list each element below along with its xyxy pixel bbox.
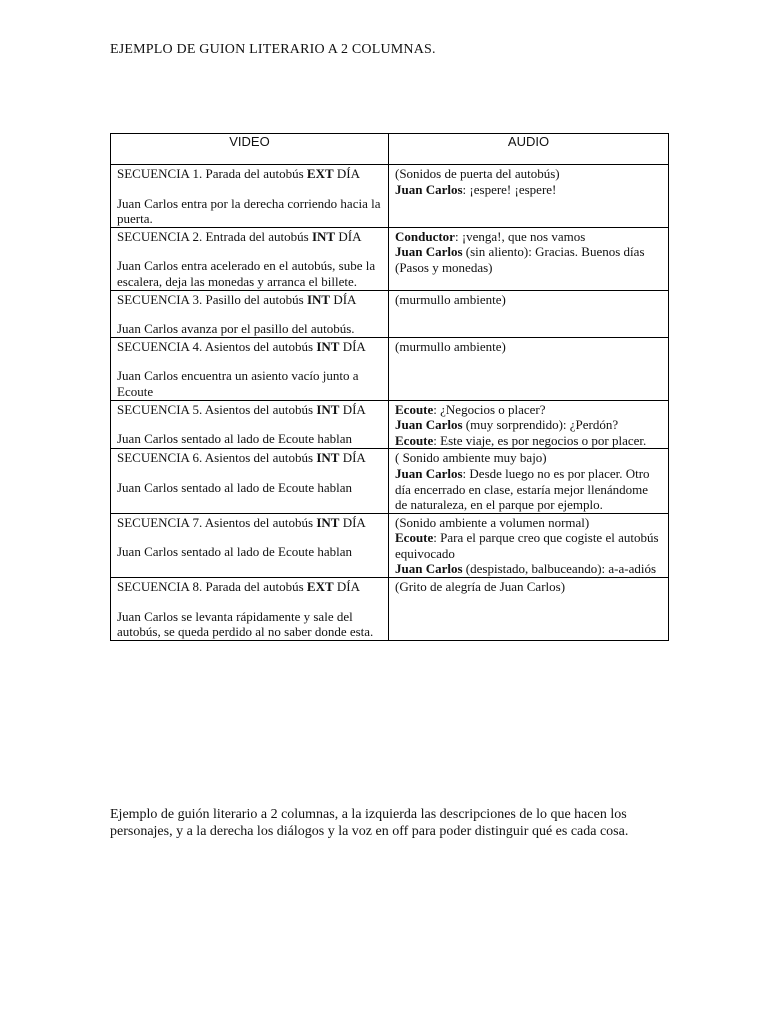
audio-text: : Desde luego no es por placer. Otro día encerrado en clase, estaría mejor llenándome de naturaleza, en el parque por ejemplo. — [395, 465, 650, 513]
audio-text: : Este viaje, es por negocios o por placer. — [433, 432, 647, 448]
audio-text: (despistado, balbuceando): a-a-adiós — [462, 561, 657, 577]
audio-line — [395, 166, 662, 182]
speaker-name: Ecoute — [395, 401, 434, 417]
sequence-prefix: SECUENCIA 4. Asientos del autobús — [117, 338, 317, 354]
sequence-description: Juan Carlos encuentra un asiento vacío junto a Ecoute — [117, 368, 359, 399]
sequence-suffix: DÍA — [335, 228, 362, 244]
audio-cell — [389, 227, 669, 290]
audio-column-header: AUDIO — [389, 134, 669, 165]
audio-line — [395, 530, 662, 561]
sequence-description: Juan Carlos entra acelerado en el autobús, sube la escalera, deja las monedas y arranca el billete. — [117, 258, 376, 289]
audio-line — [395, 339, 662, 355]
audio-text: : ¡venga!, que nos vamos — [454, 228, 586, 244]
table-row — [111, 290, 669, 337]
script-table — [110, 133, 669, 641]
table-row — [111, 578, 669, 641]
sequence-location-type: INT — [311, 228, 336, 244]
video-cell — [111, 337, 389, 400]
speaker-name: Ecoute — [395, 530, 434, 546]
sequence-location-type: EXT — [306, 166, 334, 181]
sequence-suffix: DÍA — [330, 291, 357, 307]
sequence-location-type: INT — [316, 450, 340, 466]
audio-text: (Sonidos de puerta del autobús) — [395, 166, 560, 181]
audio-line — [395, 229, 662, 245]
sequence-description: Juan Carlos entra por la derecha corriendo hacia la puerta. — [117, 195, 381, 227]
table-row — [111, 400, 669, 449]
speaker-name: Juan Carlos — [395, 465, 463, 481]
video-cell — [111, 449, 389, 513]
audio-line — [395, 466, 662, 513]
speaker-name: Conductor — [395, 228, 455, 244]
audio-text: (Sonido ambiente a volumen normal) — [395, 514, 590, 530]
sequence-description: Juan Carlos sentado al lado de Ecoute hablan — [117, 479, 353, 495]
audio-line — [395, 260, 662, 276]
sequence-prefix: SECUENCIA 6. Asientos del autobús — [117, 450, 317, 466]
table-row — [111, 449, 669, 513]
sequence-suffix: DÍA — [333, 166, 361, 181]
sequence-prefix: SECUENCIA 7. Asientos del autobús — [117, 514, 317, 530]
sequence-location-type: EXT — [306, 579, 334, 595]
table-row — [111, 513, 669, 577]
audio-text: (Grito de alegría de Juan Carlos) — [395, 579, 566, 595]
video-cell — [111, 165, 389, 228]
sequence-heading — [117, 229, 382, 245]
sequence-prefix: SECUENCIA 5. Asientos del autobús — [117, 401, 317, 417]
audio-line — [395, 417, 662, 433]
sequence-heading — [117, 166, 382, 182]
audio-text: (murmullo ambiente) — [395, 291, 506, 307]
audio-cell — [389, 449, 669, 513]
audio-text: (muy sorprendido): ¿Perdón? — [462, 417, 619, 433]
sequence-suffix: DÍA — [339, 514, 366, 530]
video-column-header: VIDEO — [111, 134, 389, 165]
audio-cell — [389, 290, 669, 337]
sequence-prefix: SECUENCIA 3. Pasillo del autobús — [117, 291, 307, 307]
sequence-location-type: INT — [316, 514, 340, 530]
sequence-heading — [117, 402, 382, 418]
table-row — [111, 227, 669, 290]
sequence-suffix: DÍA — [339, 450, 366, 466]
document-title: EJEMPLO DE GUION LITERARIO A 2 COLUMNAS. — [110, 42, 436, 57]
audio-text: : Para el parque creo que cogiste el autobús equivocado — [395, 530, 659, 561]
sequence-heading — [117, 515, 382, 531]
audio-cell — [389, 513, 669, 577]
sequence-prefix: SECUENCIA 1. Parada del autobús — [117, 166, 307, 181]
sequence-heading — [117, 292, 382, 308]
speaker-name: Juan Carlos — [395, 417, 463, 433]
audio-text: ( Sonido ambiente muy bajo) — [395, 450, 547, 466]
sequence-location-type: INT — [306, 291, 331, 307]
video-cell — [111, 513, 389, 577]
audio-text: (murmullo ambiente) — [395, 338, 506, 354]
video-cell — [111, 290, 389, 337]
audio-line — [395, 244, 662, 260]
sequence-heading — [117, 339, 382, 355]
speaker-name: Juan Carlos — [395, 181, 463, 197]
table-row — [111, 165, 669, 228]
audio-line — [395, 402, 662, 418]
table-row — [111, 337, 669, 400]
sequence-description: Juan Carlos se levanta rápidamente y sale del autobús, se queda perdido al no saber donde esta. — [117, 608, 374, 640]
sequence-heading — [117, 579, 382, 595]
sequence-suffix: DÍA — [339, 401, 366, 417]
audio-line — [395, 515, 662, 531]
audio-line — [395, 182, 662, 198]
sequence-description: Juan Carlos sentado al lado de Ecoute hablan — [117, 544, 353, 560]
speaker-name: Ecoute — [395, 432, 434, 448]
sequence-suffix: DÍA — [339, 338, 366, 354]
audio-line — [395, 561, 662, 577]
audio-text: : ¿Negocios o placer? — [433, 401, 546, 417]
audio-line — [395, 433, 662, 449]
video-cell — [111, 400, 389, 449]
sequence-prefix: SECUENCIA 2. Entrada del autobús — [117, 228, 312, 244]
audio-line — [395, 292, 662, 308]
sequence-heading — [117, 450, 382, 466]
audio-cell — [389, 165, 669, 228]
speaker-name: Juan Carlos — [395, 561, 463, 577]
audio-line — [395, 579, 662, 595]
video-cell — [111, 578, 389, 641]
speaker-name: Juan Carlos — [395, 244, 463, 260]
sequence-prefix: SECUENCIA 8. Parada del autobús — [117, 579, 307, 595]
footer-note: Ejemplo de guión literario a 2 columnas, a la izquierda las descripciones de lo que hacen los personajes, y a la derecha los diálogos y la voz en off para poder distinguir qué es cada cosa. — [110, 807, 629, 839]
audio-cell — [389, 578, 669, 641]
audio-cell — [389, 337, 669, 400]
audio-text: : ¡espere! ¡espere! — [462, 181, 557, 197]
sequence-description: Juan Carlos avanza por el pasillo del autobús. — [117, 321, 355, 337]
sequence-description: Juan Carlos sentado al lado de Ecoute hablan — [117, 431, 353, 447]
sequence-location-type: INT — [316, 401, 340, 417]
video-cell — [111, 227, 389, 290]
sequence-location-type: INT — [316, 338, 340, 354]
sequence-suffix: DÍA — [333, 579, 361, 595]
audio-cell — [389, 400, 669, 449]
audio-text: (Pasos y monedas) — [395, 259, 493, 275]
audio-text: (sin aliento): Gracias. Buenos días — [462, 244, 645, 260]
audio-line — [395, 450, 662, 466]
table-header-row — [111, 134, 669, 165]
